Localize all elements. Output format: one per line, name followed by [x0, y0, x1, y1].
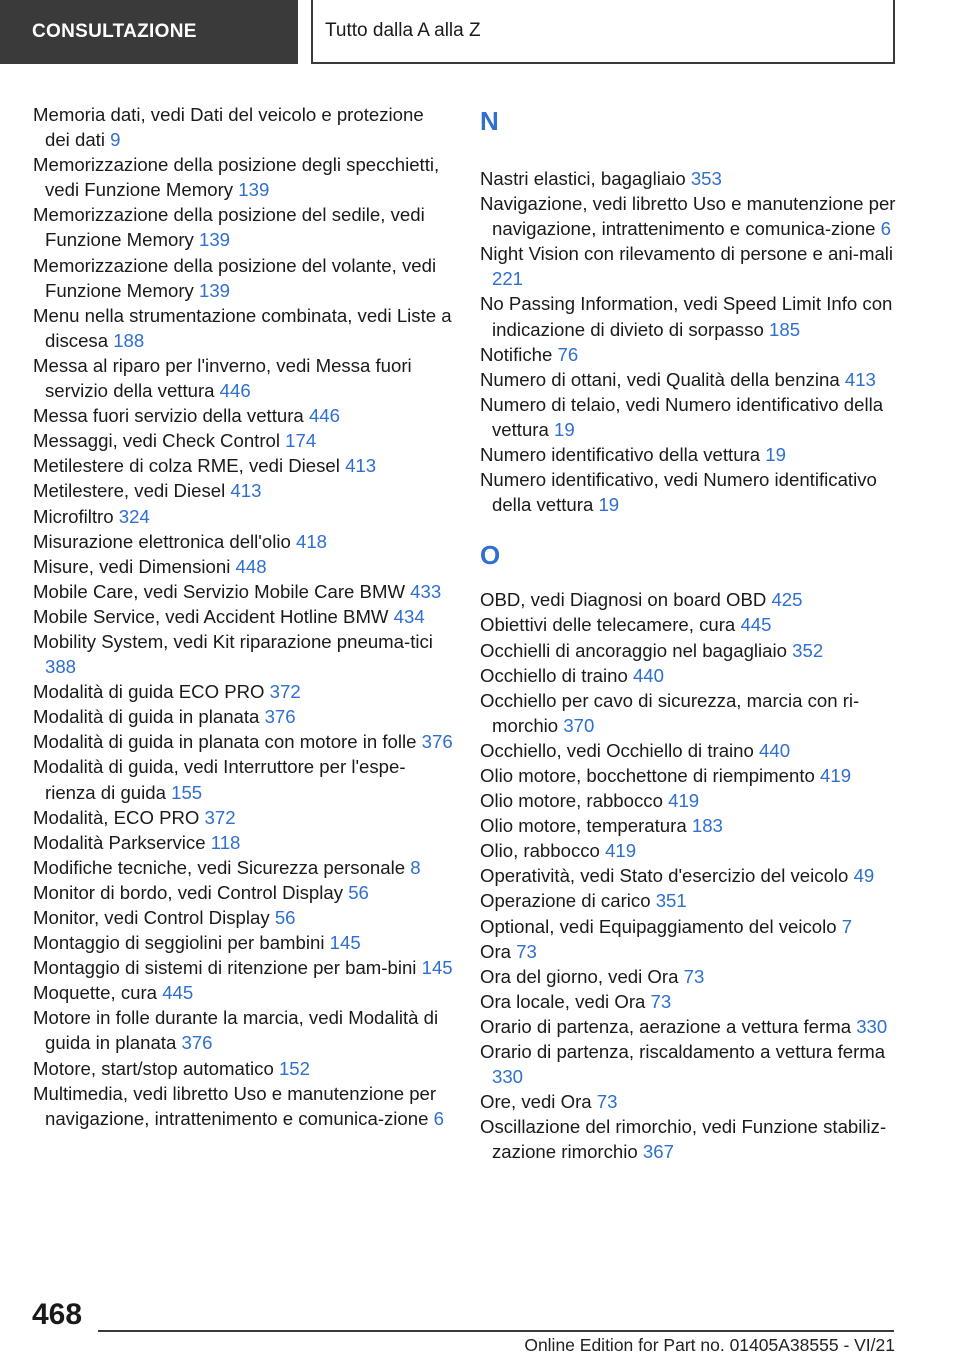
index-entry: [33, 805, 453, 830]
page-reference-link[interactable]: 8: [410, 856, 421, 878]
index-entry: [480, 788, 900, 813]
index-entry: [33, 679, 453, 704]
index-entry: [480, 191, 900, 241]
entry-text: Operatività, vedi Stato d'esercizio del veicolo: [480, 865, 849, 887]
page-reference-link[interactable]: 145: [421, 957, 453, 979]
entry-text: Occhiello per cavo di sicurezza, marcia con ri-morchio: [480, 689, 860, 736]
entry-text: Memorizzazione della posizione del volante, vedi Funzione Memory: [33, 254, 437, 301]
entry-text: Modalità di guida ECO PRO: [33, 681, 265, 703]
entry-text: Olio, rabbocco: [480, 840, 600, 862]
page-reference-link[interactable]: 367: [642, 1141, 674, 1163]
page-reference-link[interactable]: 155: [171, 781, 203, 803]
entry-text: Memoria dati, vedi Dati del veicolo e protezione dei dati: [33, 104, 424, 151]
footer-divider: [98, 1330, 894, 1332]
index-entry: [480, 989, 900, 1014]
index-entry: [480, 888, 900, 913]
page-reference-link[interactable]: 73: [596, 1091, 618, 1113]
page-reference-link[interactable]: 440: [632, 664, 664, 686]
page-reference-link[interactable]: 139: [198, 279, 231, 301]
index-entry: [480, 392, 900, 442]
page-reference-link[interactable]: 330: [492, 1066, 524, 1088]
entry-text: Occhiello, vedi Occhiello di traino: [480, 739, 754, 761]
page-reference-link[interactable]: 76: [557, 343, 579, 365]
page-reference-link[interactable]: 413: [230, 480, 262, 502]
entry-text: Messaggi, vedi Check Control: [33, 430, 280, 452]
index-entry: [33, 629, 453, 679]
page-reference-link[interactable]: 6: [433, 1107, 444, 1129]
entry-text: Numero di ottani, vedi Qualità della benzina: [480, 368, 840, 390]
page-reference-link[interactable]: 372: [269, 681, 301, 703]
page-reference-link[interactable]: 419: [605, 840, 637, 862]
entry-text: Multimedia, vedi libretto Uso e manutenzione per navigazione, intrattenimento e comunica-zione: [33, 1082, 437, 1129]
page-reference-link[interactable]: 56: [274, 907, 296, 928]
page-reference-link[interactable]: 434: [393, 605, 425, 627]
index-entry: [480, 241, 900, 291]
index-entry: [480, 939, 900, 964]
index-entry: [480, 863, 900, 888]
page-reference-link[interactable]: 376: [421, 731, 453, 753]
entry-text: Modalità di guida in planata: [33, 706, 260, 728]
page-reference-link[interactable]: 440: [759, 739, 791, 761]
index-entry: [33, 980, 453, 1005]
page-reference-link[interactable]: 188: [113, 329, 145, 351]
entry-text: Ore, vedi Ora: [480, 1091, 592, 1113]
entry-text: Orario di partenza, riscaldamento a vettura ferma: [480, 1041, 886, 1062]
page-reference-link[interactable]: 145: [329, 932, 361, 954]
page-header: [0, 0, 960, 66]
page-reference-link[interactable]: 352: [792, 639, 824, 661]
section-tab: CONSULTAZIONE: [0, 0, 298, 64]
entry-text: Ora locale, vedi Ora: [480, 990, 646, 1012]
section-letter-heading: N: [480, 106, 499, 136]
entry-text: Metilestere, vedi Diesel: [33, 480, 226, 502]
page-reference-link[interactable]: 185: [769, 318, 801, 340]
page-reference-link[interactable]: 6: [880, 218, 891, 240]
index-entry: [33, 930, 453, 955]
page-reference-link[interactable]: 174: [285, 430, 317, 452]
entry-text: Modalità di guida in planata con motore in folle: [33, 731, 417, 753]
index-entry: [480, 342, 900, 367]
index-entry: [33, 428, 453, 453]
entry-text: Olio motore, temperatura: [480, 815, 687, 837]
index-entry: [33, 880, 453, 905]
index-entry: [33, 704, 453, 729]
page-reference-link[interactable]: 419: [668, 790, 700, 812]
index-entry: [480, 813, 900, 838]
page-reference-link[interactable]: 376: [181, 1032, 213, 1054]
page-reference-link[interactable]: 221: [492, 268, 524, 290]
entry-text: Occhiello di traino: [480, 664, 628, 686]
entry-text: Occhielli di ancoraggio nel bagagliaio: [480, 639, 787, 661]
footer-edition-text: Online Edition for Part no. 01405A38555 - VI/21: [524, 1335, 895, 1355]
index-entry: [480, 763, 900, 788]
page-reference-link[interactable]: 448: [235, 555, 267, 577]
index-entry: [33, 353, 453, 403]
index-entry: [480, 914, 900, 939]
index-entry: [33, 403, 453, 428]
entry-text: Ora: [480, 940, 511, 962]
page-reference-link[interactable]: 418: [295, 530, 328, 552]
index-entry: [480, 367, 900, 392]
entry-text: Operazione di carico: [480, 890, 651, 912]
entry-text: Olio motore, rabbocco: [480, 790, 663, 812]
index-column-left: [33, 102, 453, 1131]
entry-text: Numero identificativo della vettura: [480, 444, 761, 466]
entry-text: Montaggio di sistemi di ritenzione per bam-bini: [33, 957, 417, 979]
page-reference-link[interactable]: 139: [198, 229, 231, 251]
index-entry: [480, 688, 900, 738]
index-entry: [33, 102, 453, 152]
page-reference-link[interactable]: 446: [308, 405, 340, 427]
page-reference-link[interactable]: 372: [204, 806, 236, 828]
entry-text: No Passing Information, vedi Speed Limit Info con indicazione di divieto di sorpasso: [480, 293, 893, 340]
page-reference-link[interactable]: 445: [740, 614, 772, 636]
entry-text: Navigazione, vedi libretto Uso e manutenzione per navigazione, intrattenimento e comunica-zione: [480, 193, 896, 240]
index-entry: [33, 152, 453, 202]
page-reference-link[interactable]: 56: [348, 881, 369, 903]
index-entry: [480, 1089, 900, 1114]
index-entry: [33, 955, 453, 980]
page-reference-link[interactable]: 49: [853, 865, 875, 887]
index-entry: [33, 729, 453, 754]
entry-text: Ora del giorno, vedi Ora: [480, 965, 679, 987]
index-entry: [33, 504, 453, 529]
page-reference-link[interactable]: 446: [219, 380, 251, 402]
entry-text: Numero identificativo, vedi Numero identificativo della vettura: [480, 469, 877, 516]
page-number: 468: [32, 1298, 83, 1331]
index-entry: [480, 587, 900, 612]
index-entry: [33, 1005, 453, 1055]
entry-text: Monitor, vedi Control Display: [33, 907, 270, 928]
index-entry: [33, 579, 453, 604]
entry-text: Monitor di bordo, vedi Control Display: [33, 881, 344, 903]
index-entry: [480, 1039, 900, 1089]
page-reference-link[interactable]: 324: [118, 505, 150, 527]
index-entry: [480, 964, 900, 989]
entry-text: Mobile Service, vedi Accident Hotline BMW: [33, 605, 389, 627]
entry-text: Montaggio di seggiolini per bambini: [33, 932, 325, 954]
entry-text: Microfiltro: [33, 505, 114, 527]
entry-text: Notifiche: [480, 343, 553, 365]
index-entry: [480, 612, 900, 637]
page-reference-link[interactable]: 353: [690, 168, 722, 189]
page-reference-link[interactable]: 19: [598, 494, 620, 516]
page-reference-link[interactable]: 433: [410, 580, 442, 602]
page-reference-link[interactable]: 183: [691, 815, 723, 837]
page-reference-link[interactable]: 152: [278, 1057, 310, 1079]
entry-text: Misure, vedi Dimensioni: [33, 555, 231, 577]
entry-text: Moquette, cura: [33, 982, 158, 1004]
entry-text: Motore in folle durante la marcia, vedi Modalità di guida in planata: [33, 1007, 439, 1054]
index-entry: [480, 291, 900, 341]
index-column-right: [480, 102, 900, 1164]
index-entry: [33, 604, 453, 629]
page-reference-link[interactable]: 425: [771, 589, 803, 611]
page-reference-link[interactable]: 376: [264, 706, 296, 728]
index-entry: [33, 754, 453, 804]
index-entry: [33, 830, 453, 855]
page-reference-link[interactable]: 419: [820, 764, 852, 786]
entry-text: Oscillazione del rimorchio, vedi Funzione stabiliz-zazione rimorchio: [480, 1116, 887, 1163]
entry-text: Modifiche tecniche, vedi Sicurezza personale: [33, 856, 406, 878]
page-reference-link[interactable]: 19: [765, 444, 786, 466]
index-entry: [480, 638, 900, 663]
index-entry: [33, 253, 453, 303]
entry-text: Optional, vedi Equipaggiamento del veicolo: [480, 915, 837, 937]
chapter-tab: Tutto dalla A alla Z: [311, 0, 895, 64]
index-entry: [33, 554, 453, 579]
entry-text: Mobility System, vedi Kit riparazione pneuma-tici: [33, 630, 433, 652]
index-entry: [480, 663, 900, 688]
index-entry: [33, 202, 453, 252]
entry-text: OBD, vedi Diagnosi on board OBD: [480, 589, 767, 611]
entry-text: Olio motore, bocchettone di riempimento: [480, 764, 815, 786]
page-reference-link[interactable]: 73: [650, 990, 672, 1012]
page-reference-link[interactable]: 139: [238, 179, 270, 201]
page-reference-link[interactable]: 19: [554, 418, 575, 440]
entry-text: Obiettivi delle telecamere, cura: [480, 614, 736, 636]
page-reference-link[interactable]: 413: [345, 455, 377, 477]
entry-text: Mobile Care, vedi Servizio Mobile Care BMW: [33, 580, 405, 602]
index-entry: [480, 1114, 900, 1164]
entry-text: Numero di telaio, vedi Numero identificativo della vettura: [480, 393, 884, 440]
entry-text: Memorizzazione della posizione degli specchietti, vedi Funzione Memory: [33, 154, 440, 201]
index-entry: [480, 1014, 900, 1039]
page-reference-link[interactable]: 9: [110, 129, 121, 151]
page-reference-link[interactable]: 388: [45, 656, 77, 678]
index-entry: [480, 166, 900, 191]
entry-text: Nastri elastici, bagagliaio: [480, 168, 686, 189]
page-reference-link[interactable]: 330: [856, 1015, 888, 1037]
index-entry: [480, 467, 900, 517]
entry-text: Orario di partenza, aerazione a vettura ferma: [480, 1015, 852, 1037]
entry-text: Modalità Parkservice: [33, 831, 206, 853]
index-entry: [33, 529, 453, 554]
index-entry: [480, 838, 900, 863]
entry-text: Modalità, ECO PRO: [33, 806, 200, 828]
page-reference-link[interactable]: 413: [844, 368, 876, 390]
index-entry: [480, 442, 900, 467]
index-entry: [33, 1056, 453, 1081]
page-reference-link[interactable]: 73: [516, 940, 537, 962]
entry-text: Motore, start/stop automatico: [33, 1057, 274, 1079]
entry-text: Menu nella strumentazione combinata, vedi Liste a discesa: [33, 304, 452, 351]
entry-text: Modalità di guida, vedi Interruttore per l'espe-rienza di guida: [33, 756, 406, 803]
entry-text: Night Vision con rilevamento di persone e ani-mali: [480, 243, 894, 265]
index-entry: [33, 905, 453, 930]
page-reference-link[interactable]: 118: [210, 831, 241, 853]
index-entry: [33, 478, 453, 503]
page-reference-link[interactable]: 445: [162, 982, 194, 1004]
page-reference-link[interactable]: 351: [655, 890, 687, 912]
index-entry: [33, 1081, 453, 1131]
index-entry: [33, 855, 453, 880]
page-reference-link[interactable]: 7: [841, 915, 853, 937]
entry-text: Metilestere di colza RME, vedi Diesel: [33, 455, 340, 477]
index-entry: [480, 738, 900, 763]
index-entry: [33, 453, 453, 478]
entry-text: Messa al riparo per l'inverno, vedi Messa fuori servizio della vettura: [33, 354, 412, 402]
entry-text: Misurazione elettronica dell'olio: [33, 530, 291, 552]
entry-text: Messa fuori servizio della vettura: [33, 405, 304, 427]
index-entry: [33, 303, 453, 353]
page-reference-link[interactable]: 73: [683, 965, 705, 987]
entry-text: Memorizzazione della posizione del sedile, vedi Funzione Memory: [33, 204, 425, 251]
section-letter-heading: O: [480, 540, 501, 571]
page-reference-link[interactable]: 370: [563, 714, 595, 736]
